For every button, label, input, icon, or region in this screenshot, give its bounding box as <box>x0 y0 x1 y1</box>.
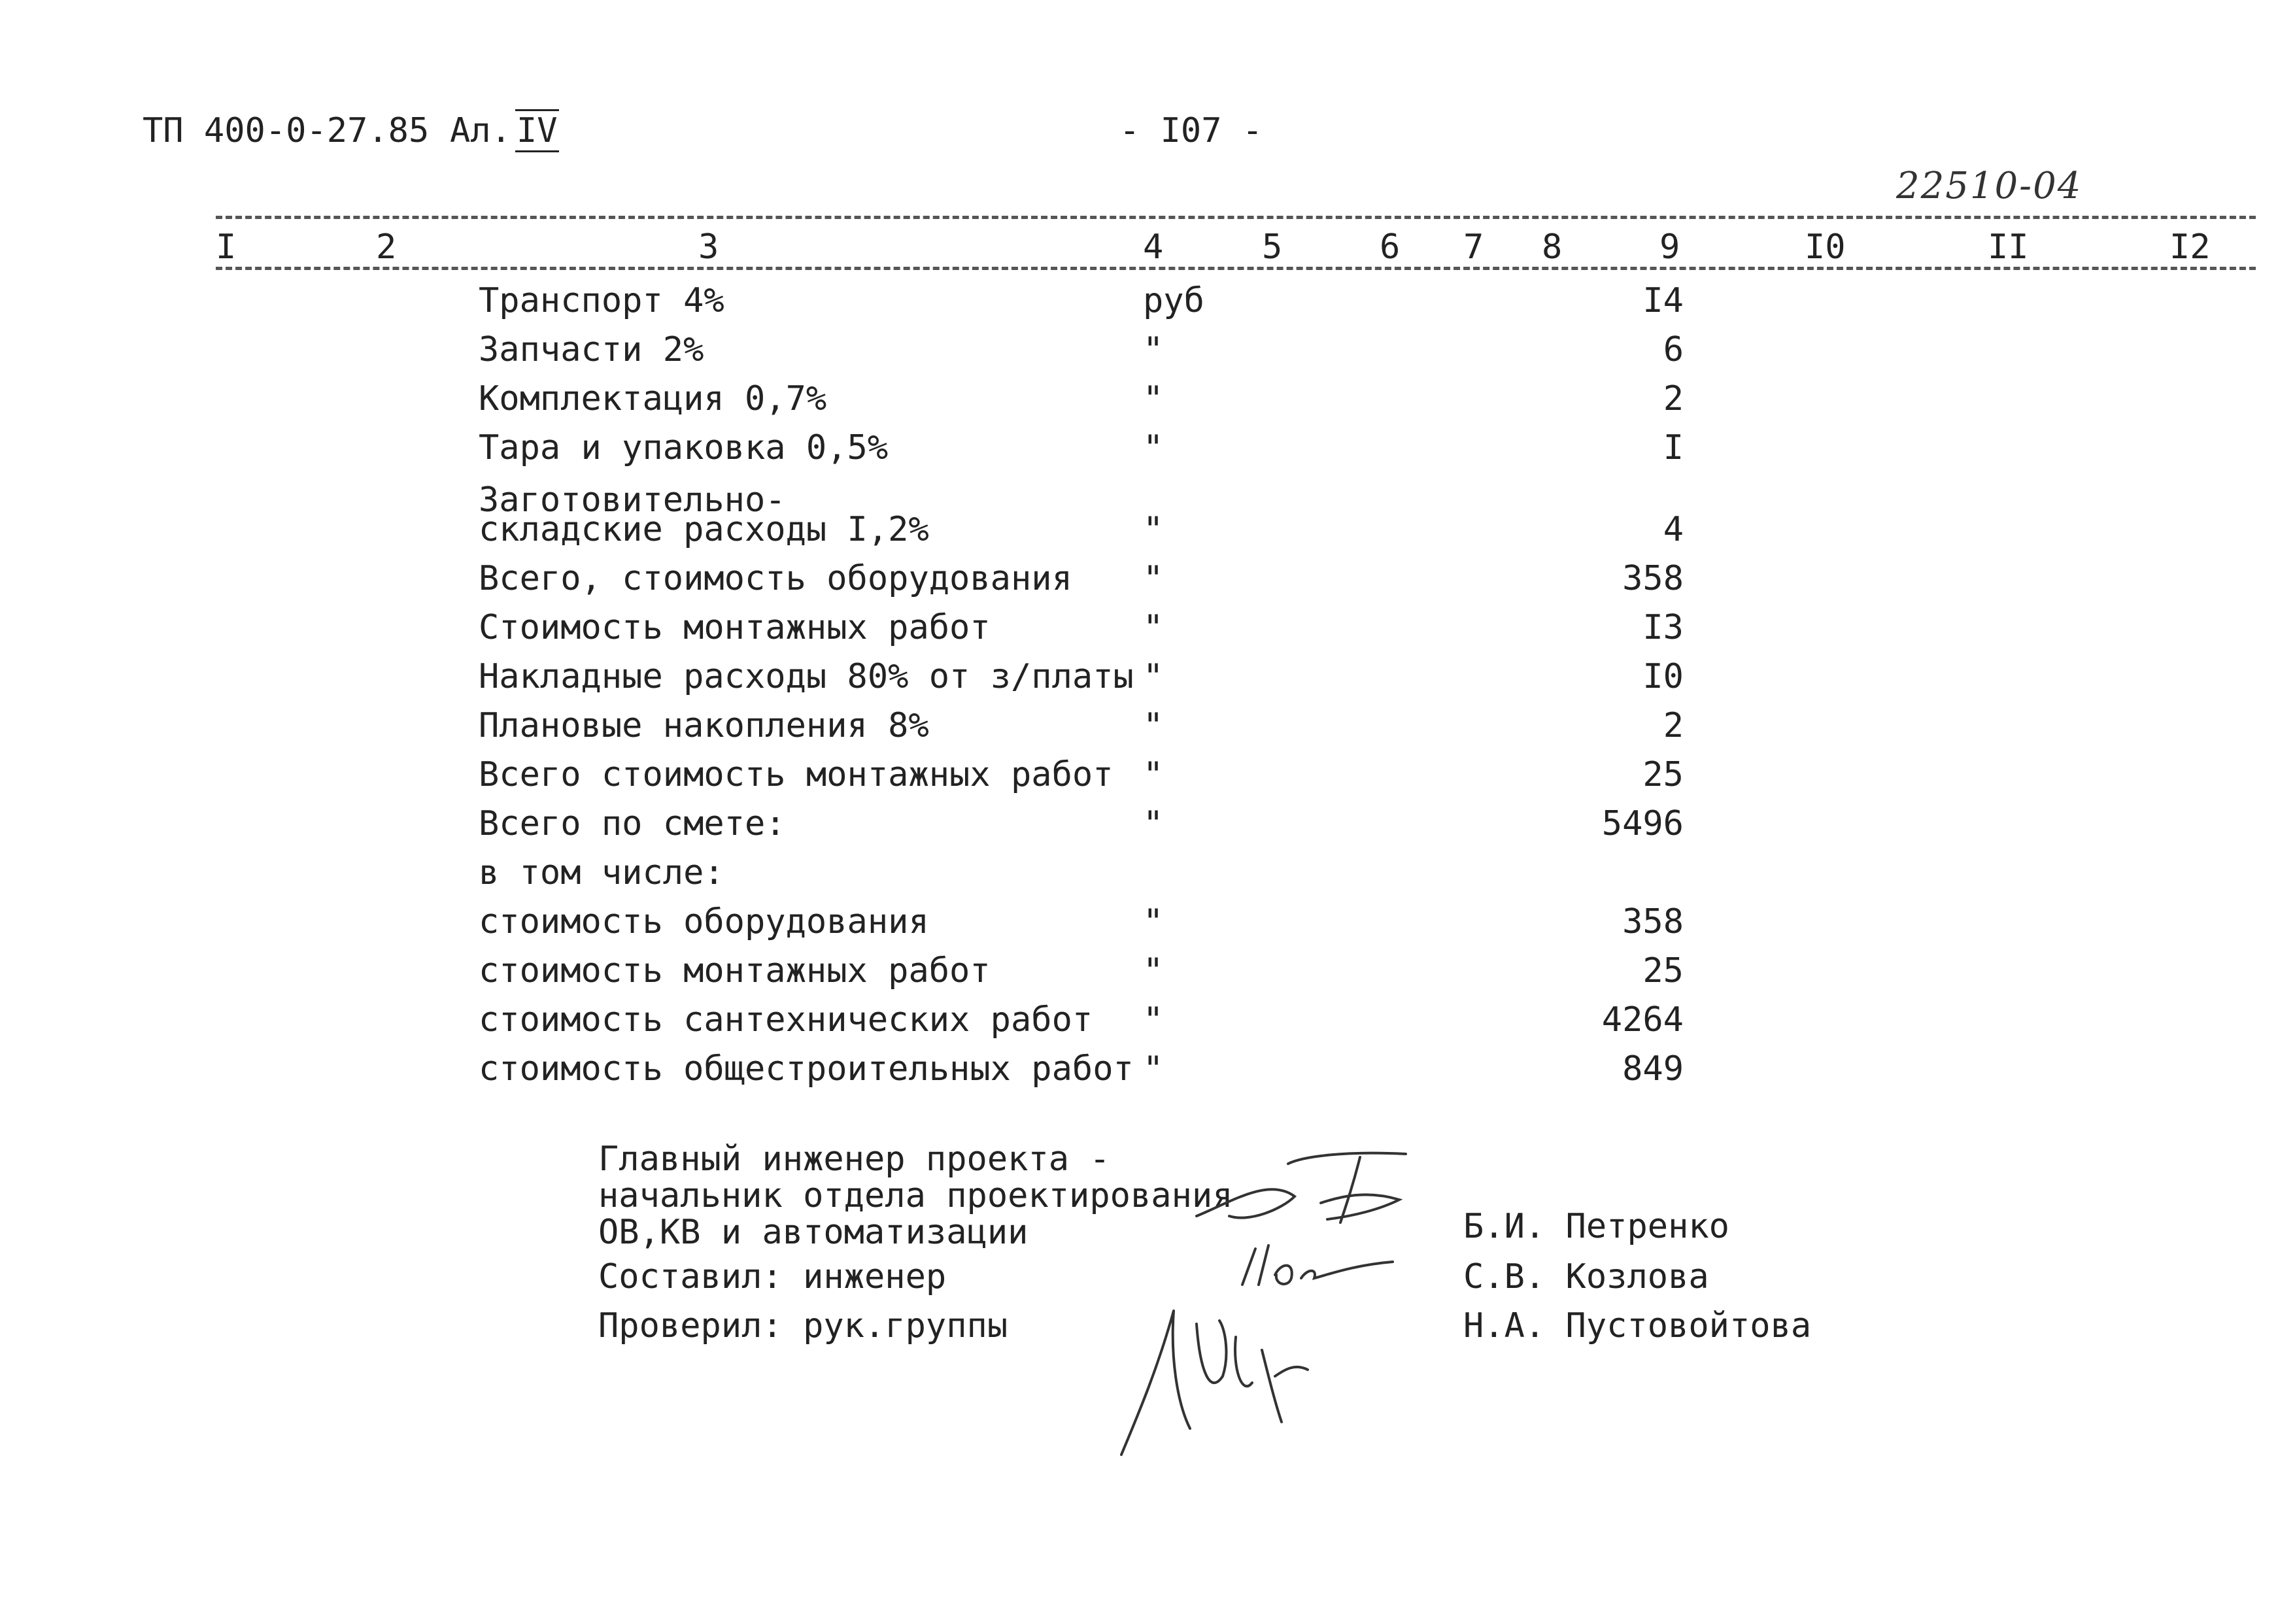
column-number-4: 4 <box>1143 228 1164 267</box>
row-name: Стоимость монтажных работ <box>479 608 991 647</box>
table-row <box>0 853 2295 899</box>
album-label <box>450 111 559 150</box>
table-row <box>0 428 2295 474</box>
row-value: 6 <box>1663 330 1684 369</box>
row-name: Всего по смете: <box>479 804 786 843</box>
compiled-by-name: С.В. Козлова <box>1463 1257 1709 1296</box>
album-number: IV <box>515 109 559 152</box>
row-name: складские расходы I,2% <box>479 510 929 549</box>
column-number-7: 7 <box>1463 228 1484 267</box>
table-row <box>0 379 2295 425</box>
album-prefix: Ал. <box>450 111 511 150</box>
row-value: 358 <box>1622 559 1684 598</box>
row-value: 358 <box>1622 902 1684 941</box>
row-unit: " <box>1143 951 1164 990</box>
table-row <box>0 657 2295 703</box>
row-name: стоимость оборудования <box>479 902 929 941</box>
row-name: Всего, стоимость оборудования <box>479 559 1072 598</box>
row-unit: " <box>1143 1049 1164 1089</box>
table-row <box>0 510 2295 556</box>
row-value: 849 <box>1622 1049 1684 1089</box>
checker-signature-scrawl <box>1112 1298 1321 1461</box>
column-number-12: I2 <box>2169 228 2211 267</box>
row-value: I4 <box>1642 281 1684 320</box>
column-number-6: 6 <box>1380 228 1401 267</box>
row-value: 4 <box>1663 510 1684 549</box>
table-row <box>0 281 2295 327</box>
checked-by-name: Н.А. Пустовойтова <box>1463 1306 1812 1345</box>
column-number-9: 9 <box>1659 228 1680 267</box>
row-unit: " <box>1143 706 1164 745</box>
row-name: в том числе: <box>479 853 724 892</box>
row-value: 25 <box>1642 755 1684 794</box>
handwritten-number: 22510-04 <box>1896 165 2082 207</box>
table-row <box>0 804 2295 850</box>
compiler-signature-scrawl <box>1229 1239 1399 1298</box>
column-number-10: I0 <box>1805 228 1846 267</box>
row-unit: " <box>1143 902 1164 941</box>
row-value: 2 <box>1663 379 1684 418</box>
row-value: I3 <box>1642 608 1684 647</box>
chief-engineer-name: Б.И. Петренко <box>1463 1207 1729 1246</box>
table-row <box>0 706 2295 752</box>
row-unit: руб <box>1143 281 1204 320</box>
chief-title-line1: Главный инженер проекта - <box>598 1140 1110 1179</box>
table-row <box>0 330 2295 376</box>
row-unit: " <box>1143 330 1164 369</box>
row-unit: " <box>1143 428 1164 467</box>
row-unit: " <box>1143 657 1164 696</box>
chief-title-line3: ОВ,КВ и автоматизации <box>598 1213 1028 1252</box>
compiled-by-label: Составил: инженер <box>598 1257 947 1296</box>
chief-title-line2: начальник отдела проектирования <box>598 1176 1233 1215</box>
row-name: стоимость общестроительных работ <box>479 1049 1134 1089</box>
header-rule-top <box>216 216 2256 219</box>
column-number-5: 5 <box>1262 228 1283 267</box>
row-name: Всего стоимость монтажных работ <box>479 755 1114 794</box>
table-row <box>0 902 2295 948</box>
page-number: - I07 - <box>1119 111 1263 150</box>
row-value: 25 <box>1642 951 1684 990</box>
checked-by-label: Проверил: рук.группы <box>598 1306 1008 1345</box>
row-unit: " <box>1143 1000 1164 1040</box>
row-unit: " <box>1143 510 1164 549</box>
column-number-8: 8 <box>1542 228 1563 267</box>
table-row <box>0 1049 2295 1095</box>
row-name: Накладные расходы 80% от з/платы <box>479 657 1134 696</box>
row-unit: " <box>1143 755 1164 794</box>
row-value: 5496 <box>1601 804 1684 843</box>
row-name: Транспорт 4% <box>479 281 724 320</box>
row-unit: " <box>1143 804 1164 843</box>
row-value: I0 <box>1642 657 1684 696</box>
row-name: Комплектация 0,7% <box>479 379 827 418</box>
table-row <box>0 951 2295 997</box>
row-value: 2 <box>1663 706 1684 745</box>
row-name: стоимость сантехнических работ <box>479 1000 1093 1040</box>
column-number-3: 3 <box>698 228 719 267</box>
row-unit: " <box>1143 379 1164 418</box>
row-unit: " <box>1143 608 1164 647</box>
header-rule-bottom <box>216 267 2256 270</box>
chief-engineer-title <box>598 1141 1233 1251</box>
column-number-2: 2 <box>376 228 397 267</box>
column-number-11: II <box>1988 228 2029 267</box>
row-name-line1: Заготовительно- <box>479 481 786 520</box>
row-name: Тара и упаковка 0,5% <box>479 428 889 467</box>
table-row <box>0 1000 2295 1046</box>
chief-signature-scrawl <box>1190 1138 1425 1249</box>
table-row <box>0 608 2295 654</box>
row-name: стоимость монтажных работ <box>479 951 991 990</box>
row-value: 4264 <box>1601 1000 1684 1040</box>
document-code: ТП 400-0-27.85 <box>143 111 430 150</box>
row-value: I <box>1663 428 1684 467</box>
table-row <box>0 559 2295 605</box>
row-name: Запчасти 2% <box>479 330 704 369</box>
row-name: Плановые накопления 8% <box>479 706 929 745</box>
column-number-1: I <box>216 228 237 267</box>
table-row <box>0 755 2295 801</box>
row-unit: " <box>1143 559 1164 598</box>
